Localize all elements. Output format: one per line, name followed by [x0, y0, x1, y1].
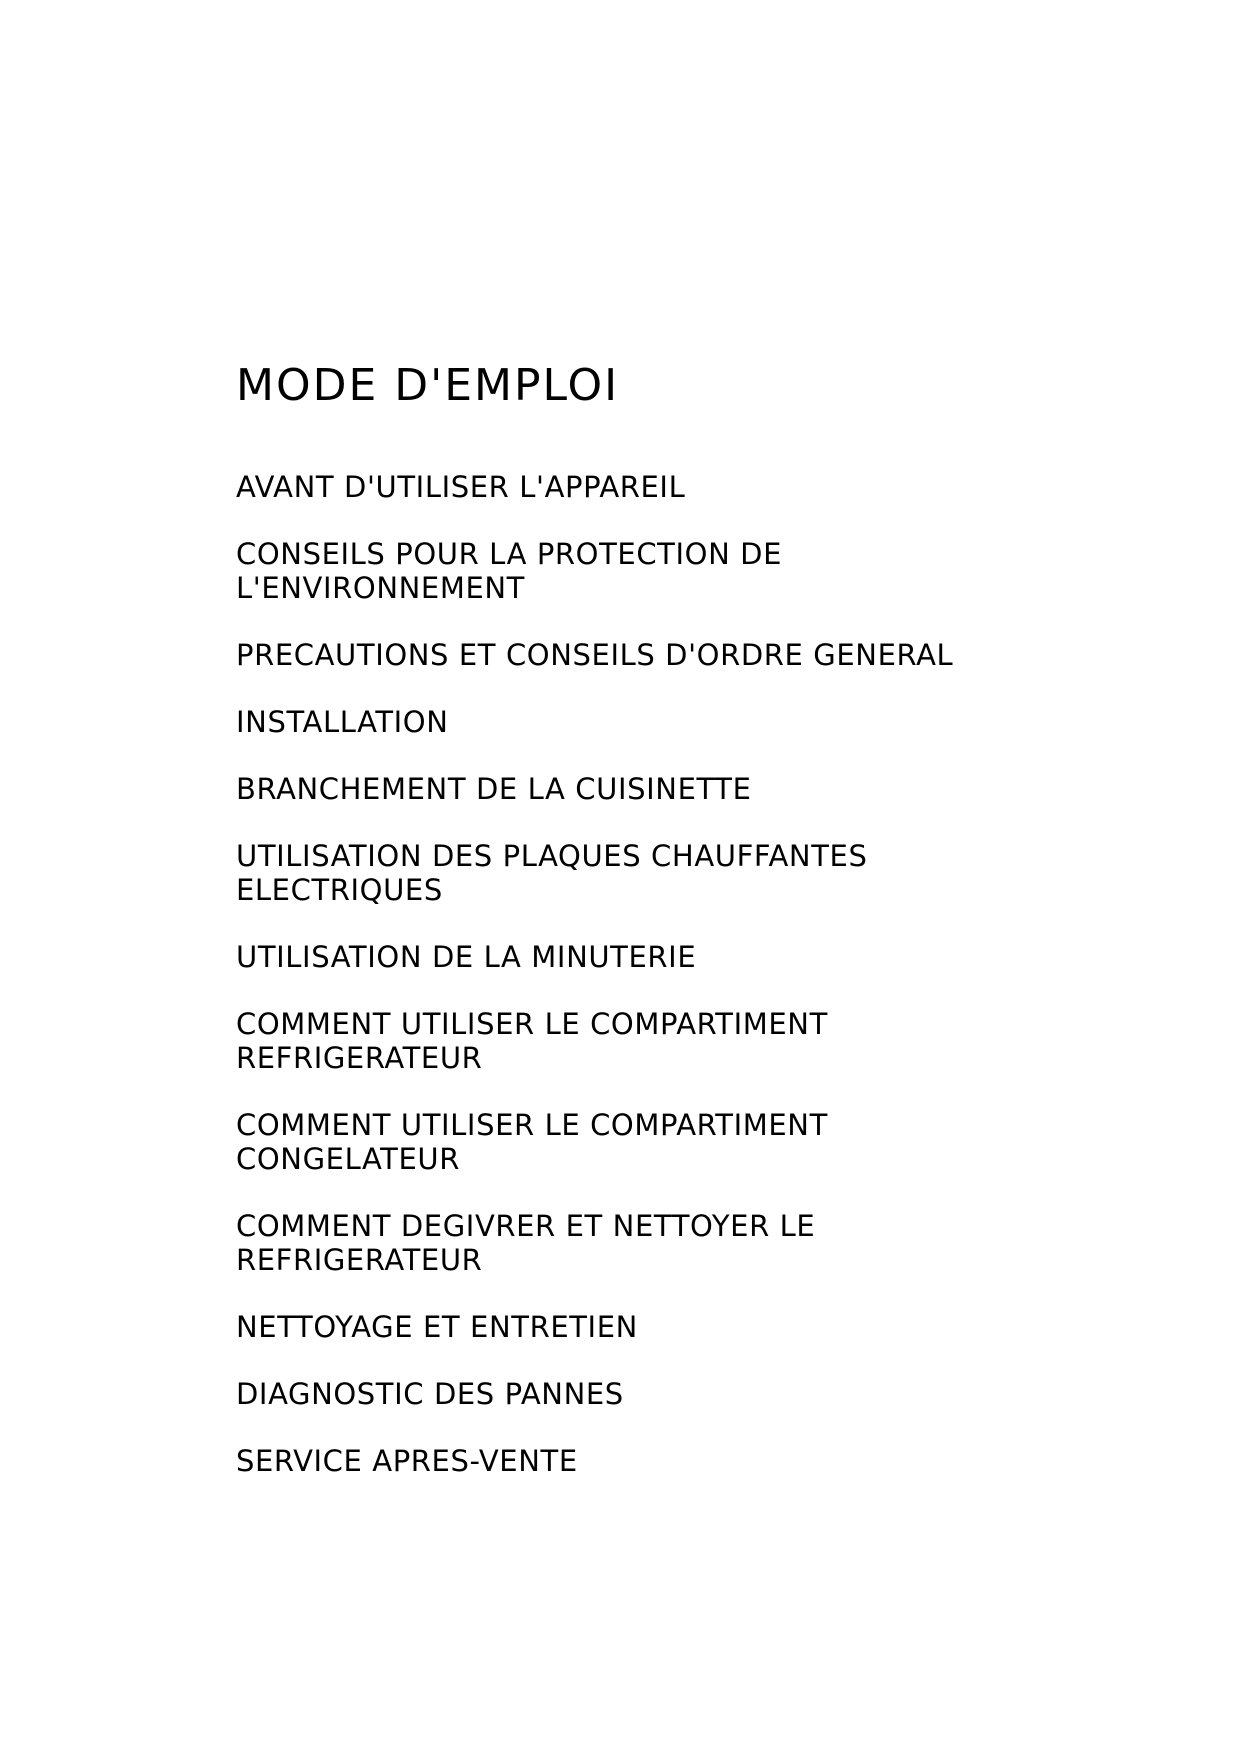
toc-item: UTILISATION DES PLAQUES CHAUFFANTES ELECTRIQUES: [236, 839, 868, 907]
toc-item: COMMENT UTILISER LE COMPARTIMENT CONGELATEUR: [236, 1108, 828, 1176]
toc-item: CONSEILS POUR LA PROTECTION DE L'ENVIRONNEMENT: [236, 537, 783, 605]
page-title: MODE D'EMPLOI: [236, 360, 620, 411]
toc-item: INSTALLATION: [236, 705, 449, 739]
toc-item: SERVICE APRES-VENTE: [236, 1444, 578, 1478]
table-of-contents: [236, 470, 1136, 1511]
toc-item: COMMENT DEGIVRER ET NETTOYER LE REFRIGERATEUR: [236, 1209, 816, 1277]
toc-item: NETTOYAGE ET ENTRETIEN: [236, 1310, 638, 1344]
toc-item: BRANCHEMENT DE LA CUISINETTE: [236, 772, 752, 806]
toc-item: AVANT D'UTILISER L'APPAREIL: [236, 470, 686, 504]
toc-item: DIAGNOSTIC DES PANNES: [236, 1377, 624, 1411]
toc-item: COMMENT UTILISER LE COMPARTIMENT REFRIGERATEUR: [236, 1007, 828, 1075]
toc-item: UTILISATION DE LA MINUTERIE: [236, 940, 697, 974]
toc-item: PRECAUTIONS ET CONSEILS D'ORDRE GENERAL: [236, 638, 954, 672]
